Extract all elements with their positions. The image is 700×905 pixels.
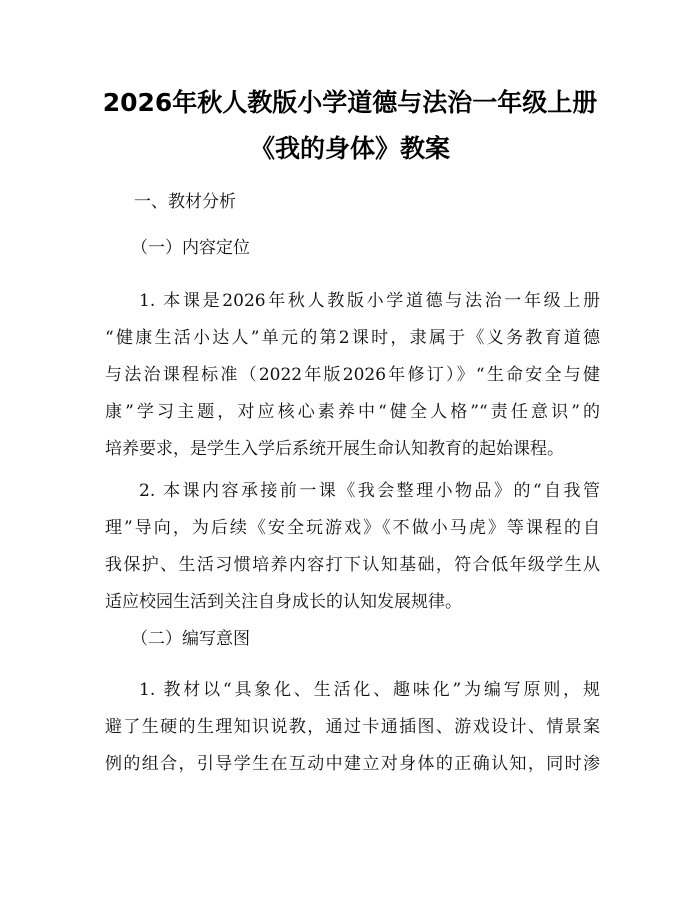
subsection-heading-content-positioning: （一）内容定位 bbox=[131, 238, 250, 258]
subsection-heading-writing-intent: （二）编写意图 bbox=[131, 629, 250, 649]
paragraph-1-line-4: 康”学习主题，对应核心素养中“健全人格”“责任意识”的 bbox=[105, 402, 600, 422]
paragraph-2 bbox=[105, 473, 600, 621]
paragraph-2-line-2: 理”导向，为后续《安全玩游戏》《不做小马虎》等课程的自 bbox=[105, 518, 600, 538]
section-heading-textbook-analysis: 一、教材分析 bbox=[134, 192, 236, 212]
paragraph-3-line-2: 避了生硬的生理知识说教，通过卡通插图、游戏设计、情景案 bbox=[105, 717, 600, 737]
paragraph-1-line-3: 与法治课程标准（2022年版2026年修订）》“生命安全与健 bbox=[105, 365, 600, 385]
paragraph-2-line-3: 我保护、生活习惯培养内容打下认知基础，符合低年级学生从 bbox=[105, 555, 600, 575]
paragraph-3-line-1: 1. 教材以“具象化、生活化、趣味化”为编写原则，规 bbox=[139, 680, 600, 700]
document-title-line-2: 《我的身体》教案 bbox=[249, 134, 450, 163]
paragraph-2-line-1: 2. 本课内容承接前一课《我会整理小物品》的“自我管 bbox=[139, 481, 600, 501]
paragraph-1-line-1: 1. 本课是2026年秋人教版小学道德与法治一年级上册 bbox=[139, 291, 600, 311]
paragraph-3-line-3: 例的组合，引导学生在互动中建立对身体的正确认知，同时渗 bbox=[105, 754, 600, 774]
paragraph-3 bbox=[105, 672, 600, 783]
paragraph-1-line-2: “健康生活小达人”单元的第2课时，隶属于《义务教育道德 bbox=[105, 328, 600, 348]
document-title-line-1: 2026年秋人教版小学道德与法治一年级上册 bbox=[102, 88, 598, 117]
paragraph-1 bbox=[105, 283, 600, 468]
paragraph-1-line-5: 培养要求，是学生入学后系统开展生命认知教育的起始课程。 bbox=[105, 439, 564, 459]
paragraph-2-line-4: 适应校园生活到关注自身成长的认知发展规律。 bbox=[105, 592, 462, 612]
